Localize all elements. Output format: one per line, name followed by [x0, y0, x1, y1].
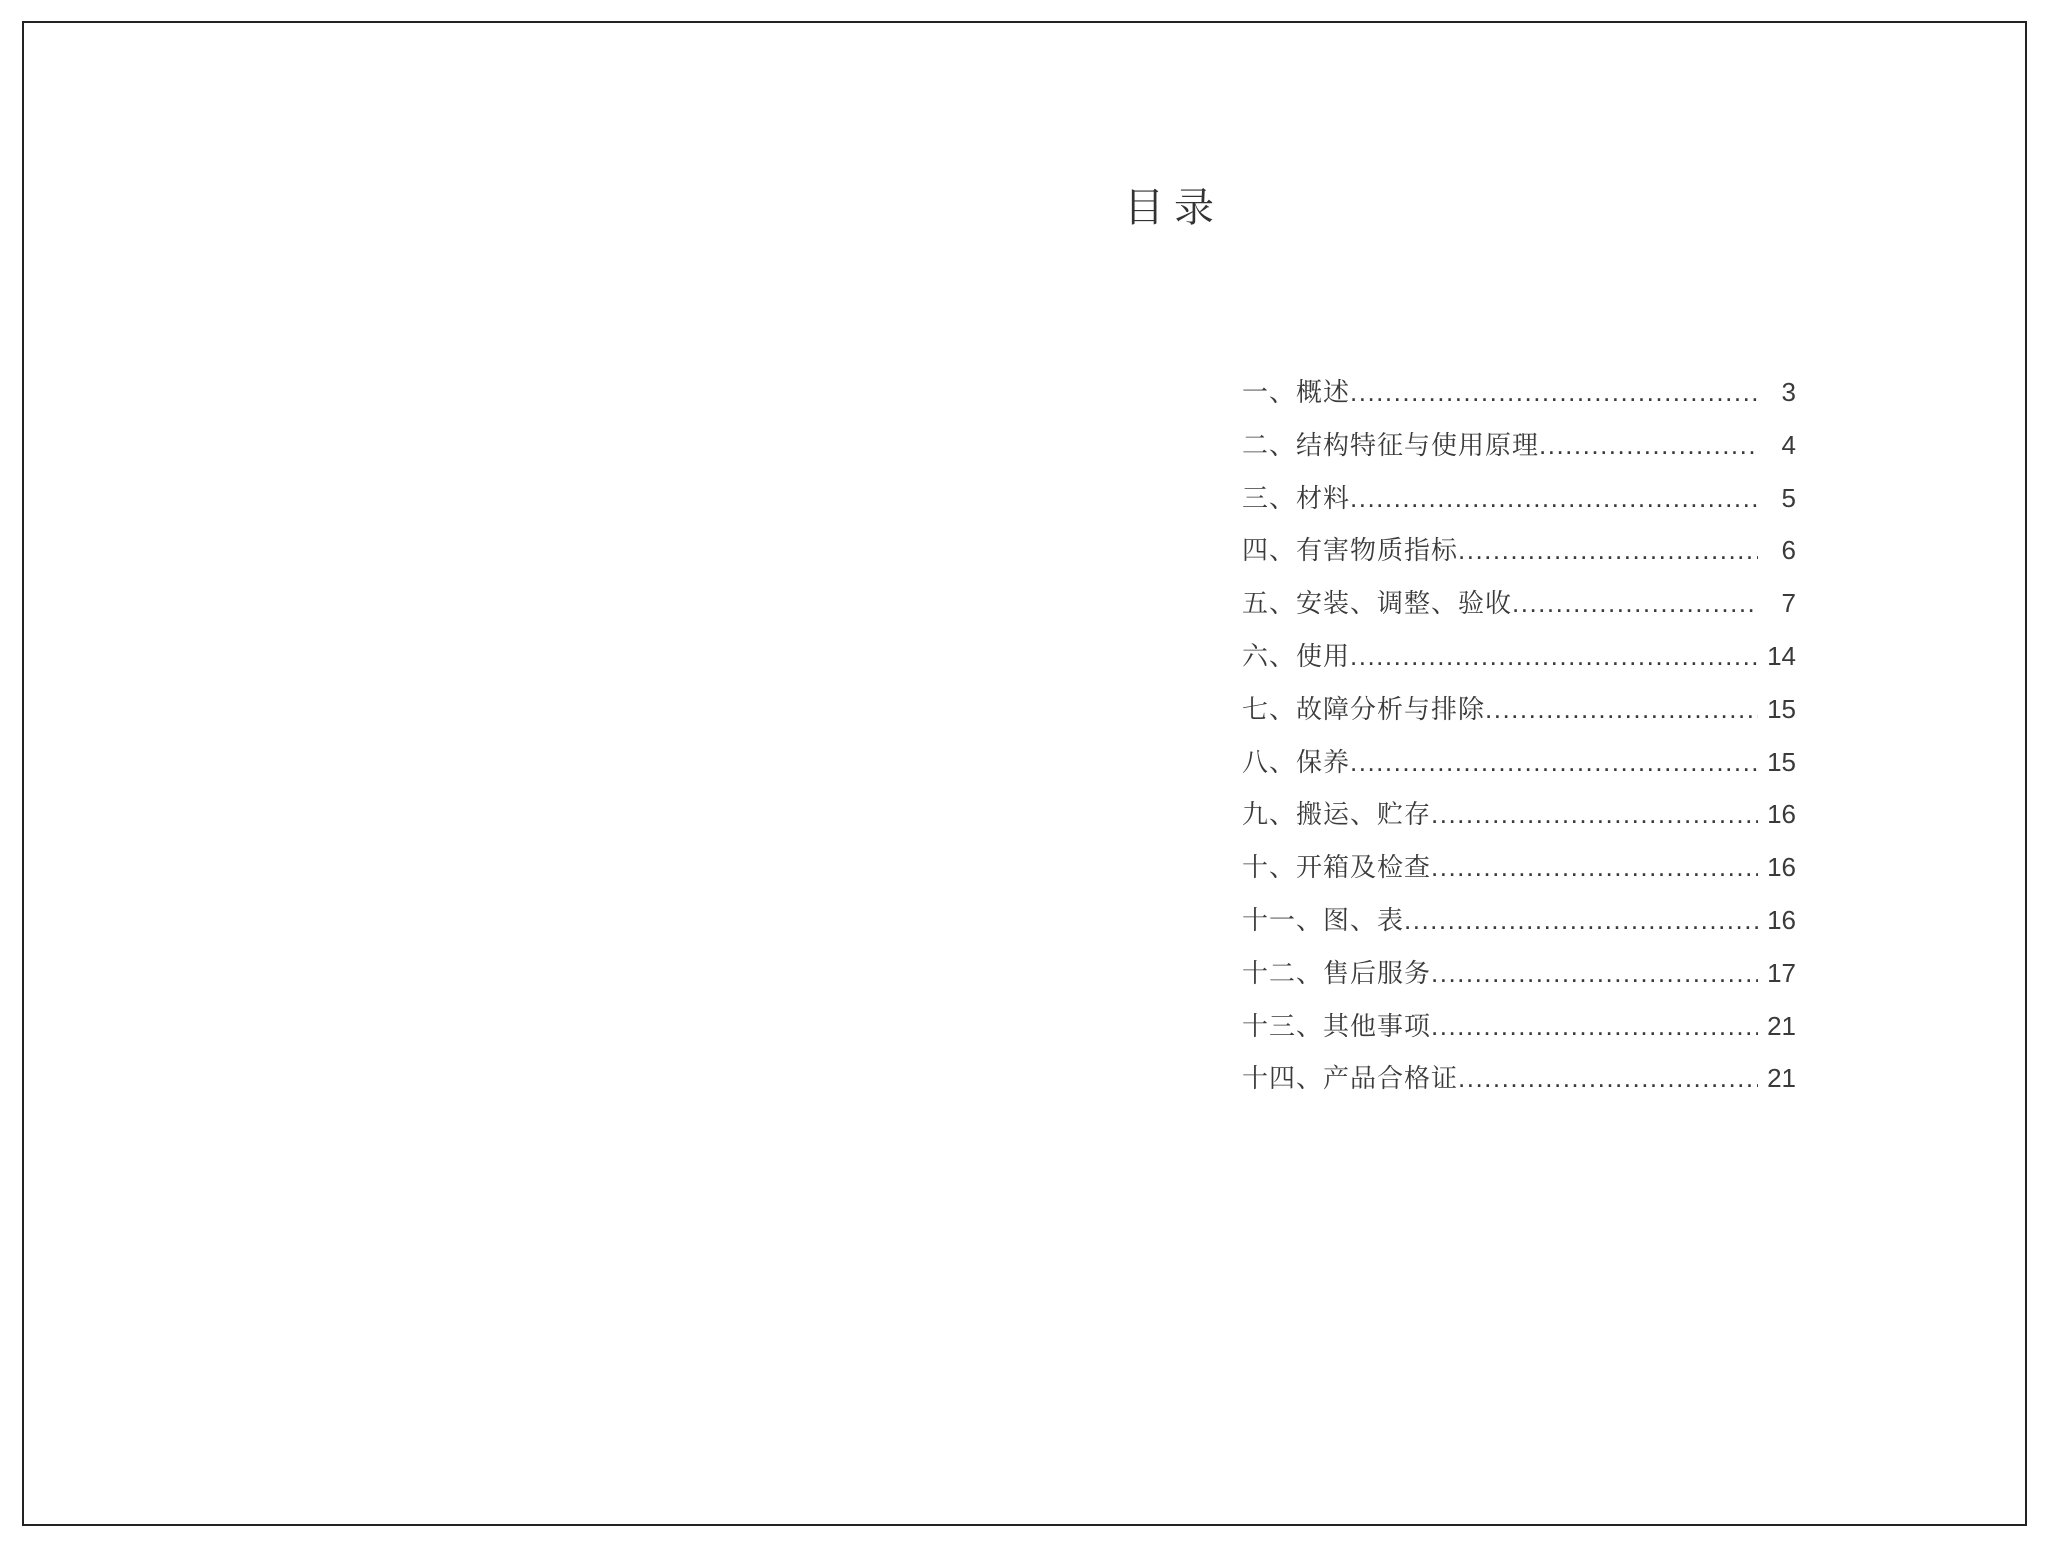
- toc-entry-page: 5: [1781, 482, 1796, 513]
- toc-entry-label: 十二、售后服务: [1242, 957, 1432, 988]
- toc-dot-leader: [1350, 736, 1758, 789]
- toc-dot-leader: [1350, 630, 1758, 683]
- toc-entry: [1242, 1000, 1796, 1053]
- toc-entry-label: 一、概述: [1242, 377, 1351, 407]
- toc-entry-page: 6: [1781, 535, 1796, 566]
- toc-dot-leader: [1458, 1052, 1758, 1105]
- toc-dot-leader: [1431, 1000, 1758, 1053]
- toc-dot-leader: [1431, 788, 1758, 841]
- toc-entry: [1242, 894, 1796, 947]
- toc-entry: [1242, 630, 1796, 683]
- toc-entry-page: 16: [1767, 904, 1796, 935]
- toc-entry-label: 三、材料: [1242, 482, 1351, 513]
- toc-entry: [1242, 947, 1796, 1000]
- toc-entry-page: 21: [1767, 1063, 1796, 1094]
- toc-dot-leader: [1404, 894, 1758, 947]
- toc-dot-leader: [1431, 841, 1758, 894]
- toc-entry-page: 16: [1767, 799, 1796, 830]
- toc-dot-leader: [1512, 577, 1758, 630]
- toc-entry: [1242, 841, 1796, 894]
- toc-entry: [1242, 366, 1796, 419]
- toc-dot-leader: [1350, 366, 1758, 419]
- toc-entry-label: 七、故障分析与排除: [1242, 693, 1486, 724]
- toc-entry: [1242, 419, 1796, 472]
- toc-entry-label: 二、结构特征与使用原理: [1242, 429, 1540, 460]
- toc-entry-label: 十一、图、表: [1242, 904, 1405, 935]
- toc-entry-label: 五、安装、调整、验收: [1242, 588, 1513, 619]
- toc-entry: [1242, 524, 1796, 577]
- toc-entry: [1242, 736, 1796, 789]
- toc-dot-leader: [1485, 683, 1758, 736]
- toc-entry-page: 7: [1781, 588, 1796, 619]
- toc-entry-label: 十三、其他事项: [1242, 1010, 1432, 1041]
- toc-entry-label: 十、开箱及检查: [1242, 852, 1432, 883]
- toc-entry-page: 21: [1767, 1010, 1796, 1041]
- toc-entry-label: 十四、产品合格证: [1242, 1063, 1459, 1094]
- toc-entry: [1242, 683, 1796, 736]
- page-title: 目录: [1124, 186, 1224, 230]
- toc-entry-page: 15: [1767, 746, 1796, 777]
- toc-entry-label: 六、使用: [1242, 640, 1351, 671]
- toc-entry-page: 3: [1781, 377, 1796, 407]
- toc-dot-leader: [1431, 947, 1758, 1000]
- toc-dot-leader: [1458, 524, 1758, 577]
- toc-entry-page: 14: [1767, 640, 1796, 671]
- toc-entry-label: 八、保养: [1242, 746, 1351, 777]
- toc-entry: [1242, 577, 1796, 630]
- toc-entry-page: 4: [1781, 429, 1796, 460]
- toc-dot-leader: [1539, 419, 1758, 472]
- toc-entry: [1242, 472, 1796, 525]
- toc-entry: [1242, 788, 1796, 841]
- toc-entry-page: 17: [1767, 957, 1796, 988]
- table-of-contents: [1242, 366, 1796, 1105]
- toc-entry-label: 四、有害物质指标: [1242, 535, 1459, 566]
- toc-entry-page: 15: [1767, 693, 1796, 724]
- toc-dot-leader: [1350, 472, 1758, 525]
- toc-entry: [1242, 1052, 1796, 1105]
- toc-entry-label: 九、搬运、贮存: [1242, 799, 1432, 830]
- toc-entry-page: 16: [1767, 852, 1796, 883]
